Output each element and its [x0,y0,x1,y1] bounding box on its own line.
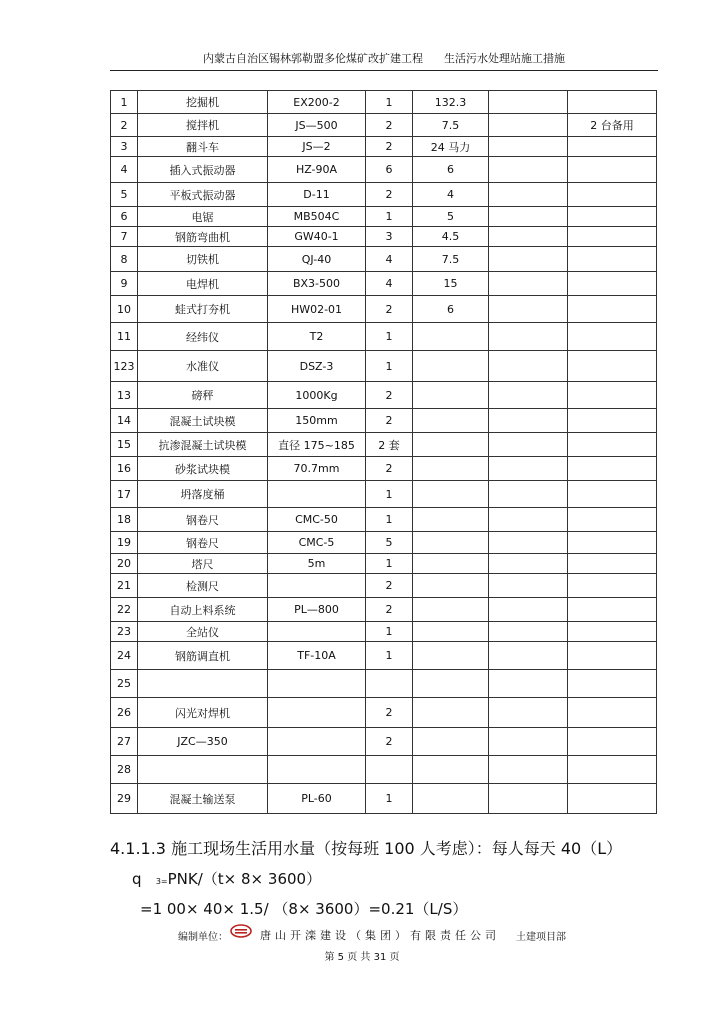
table-cell-c6 [489,247,568,272]
table-row [111,351,657,382]
table-cell-no: 24 [111,642,138,670]
table-row [111,323,657,351]
table-cell-no: 22 [111,598,138,622]
formula-lhs: q [132,870,142,888]
table-cell-qty: 2 [366,382,413,409]
table-cell-c6 [489,457,568,481]
table-cell-qty: 1 [366,91,413,114]
table-cell-name: 电焊机 [138,272,268,296]
table-cell-c6 [489,433,568,457]
table-cell-power [413,642,489,670]
table-row [111,114,657,137]
table-cell-model: BX3-500 [268,272,366,296]
table-cell-power: 24 马力 [413,137,489,157]
table-row [111,457,657,481]
table-cell-model: 1000Kg [268,382,366,409]
table-cell-power: 6 [413,157,489,183]
table-cell-note [568,351,657,382]
page-number: 第 5 页 共 31 页 [324,952,400,963]
table-cell-c6 [489,642,568,670]
table-cell-c6 [489,351,568,382]
table-row [111,137,657,157]
table-cell-model [268,728,366,756]
table-row [111,554,657,574]
table-cell-note [568,642,657,670]
table-cell-power [413,382,489,409]
table-cell-model [268,622,366,642]
table-cell-qty: 1 [366,508,413,532]
table-cell-qty: 2 [366,728,413,756]
table-cell-model: D-11 [268,183,366,207]
table-cell-model: TF-10A [268,642,366,670]
table-row [111,574,657,598]
table-cell-qty: 1 [366,622,413,642]
table-cell-no: 4 [111,157,138,183]
table-cell-model: 70.7mm [268,457,366,481]
header-project: 内蒙古自治区锡林郭勒盟多伦煤矿改扩建工程 [203,52,423,65]
table-cell-power [413,622,489,642]
header-divider [110,70,658,71]
table-cell-qty: 5 [366,532,413,554]
table-cell-model [268,481,366,508]
table-row [111,698,657,728]
table-row [111,272,657,296]
table-cell-power [413,481,489,508]
table-cell-no: 16 [111,457,138,481]
table-cell-note [568,272,657,296]
table-cell-qty: 1 [366,554,413,574]
table-cell-note [568,481,657,508]
table-cell-no: 6 [111,207,138,227]
table-cell-model: CMC-5 [268,532,366,554]
table-cell-note [568,554,657,574]
table-cell-power [413,574,489,598]
table-cell-name: 插入式振动器 [138,157,268,183]
table-cell-no: 23 [111,622,138,642]
table-cell-name: 水准仪 [138,351,268,382]
table-cell-no: 14 [111,409,138,433]
table-cell-power [413,756,489,784]
table-cell-no: 8 [111,247,138,272]
table-cell-model: GW40-1 [268,227,366,247]
table-cell-note [568,382,657,409]
table-cell-power: 5 [413,207,489,227]
table-cell-model [268,756,366,784]
table-cell-c6 [489,207,568,227]
table-cell-power [413,784,489,814]
table-cell-qty: 2 [366,296,413,323]
table-row [111,91,657,114]
table-cell-qty: 1 [366,207,413,227]
table-cell-name: 切铁机 [138,247,268,272]
table-cell-power [413,508,489,532]
table-cell-qty: 2 套 [366,433,413,457]
table-cell-note [568,433,657,457]
table-cell-name: 钢筋调直机 [138,642,268,670]
table-cell-power: 132.3 [413,91,489,114]
table-cell-power [413,670,489,698]
table-cell-qty: 1 [366,642,413,670]
table-row [111,382,657,409]
table-cell-c6 [489,157,568,183]
table-cell-name [138,670,268,698]
table-cell-name: 搅拌机 [138,114,268,137]
table-cell-power [413,351,489,382]
table-cell-no: 2 [111,114,138,137]
table-cell-power [413,532,489,554]
table-cell-model: JS—2 [268,137,366,157]
table-cell-note [568,784,657,814]
table-cell-c6 [489,622,568,642]
table-cell-no: 9 [111,272,138,296]
table-cell-power: 4.5 [413,227,489,247]
table-cell-note: 2 台备用 [568,114,657,137]
table-cell-c6 [489,323,568,351]
table-cell-qty: 1 [366,481,413,508]
table-cell-power: 6 [413,296,489,323]
table-cell-no: 19 [111,532,138,554]
table-cell-qty: 2 [366,698,413,728]
table-cell-note [568,91,657,114]
table-cell-c6 [489,574,568,598]
table-cell-power: 15 [413,272,489,296]
table-cell-note [568,622,657,642]
table-cell-power: 7.5 [413,247,489,272]
table-cell-qty: 2 [366,183,413,207]
table-cell-name: 电锯 [138,207,268,227]
table-cell-model: JS—500 [268,114,366,137]
table-row [111,227,657,247]
table-cell-model: PL—800 [268,598,366,622]
table-row [111,670,657,698]
table-cell-no: 10 [111,296,138,323]
table-cell-model: HW02-01 [268,296,366,323]
table-cell-no: 3 [111,137,138,157]
table-cell-qty: 1 [366,351,413,382]
table-cell-no: 15 [111,433,138,457]
table-cell-qty: 1 [366,784,413,814]
table-cell-name: 经纬仪 [138,323,268,351]
table-cell-name [138,756,268,784]
table-row [111,296,657,323]
table-cell-power [413,409,489,433]
table-cell-model: PL-60 [268,784,366,814]
table-cell-name: 抗渗混凝土试块模 [138,433,268,457]
table-cell-note [568,323,657,351]
table-cell-c6 [489,784,568,814]
table-cell-no: 21 [111,574,138,598]
formula-line-1 [132,868,321,889]
equipment-table [110,90,657,814]
table-cell-power [413,598,489,622]
table-row [111,756,657,784]
table-cell-qty: 2 [366,598,413,622]
table-cell-c6 [489,532,568,554]
table-row [111,433,657,457]
table-cell-c6 [489,670,568,698]
table-cell-no: 20 [111,554,138,574]
table-cell-name: 混凝土输送泵 [138,784,268,814]
table-row [111,642,657,670]
table-cell-no: 28 [111,756,138,784]
table-cell-qty: 4 [366,247,413,272]
table-cell-model: EX200-2 [268,91,366,114]
table-cell-name: 翻斗车 [138,137,268,157]
table-cell-model: DSZ-3 [268,351,366,382]
table-row [111,508,657,532]
table-cell-qty [366,670,413,698]
table-cell-c6 [489,598,568,622]
footer-dept: 土建项目部 [516,932,566,943]
table-cell-name: JZC—350 [138,728,268,756]
table-cell-qty: 2 [366,574,413,598]
table-cell-model: 150mm [268,409,366,433]
table-cell-model: QJ-40 [268,247,366,272]
table-cell-name: 蛙式打夯机 [138,296,268,323]
table-cell-model [268,698,366,728]
table-row [111,183,657,207]
table-cell-c6 [489,272,568,296]
formula-line-2: =1 00× 40× 1.5/ （8× 3600）=0.21（L/S） [140,900,468,918]
table-cell-no: 18 [111,508,138,532]
formula-rhs: PNK/（t× 8× 3600） [167,870,322,888]
table-cell-name: 挖掘机 [138,91,268,114]
table-cell-c6 [489,296,568,323]
table-cell-no: 123 [111,351,138,382]
table-row [111,247,657,272]
table-cell-model: T2 [268,323,366,351]
table-cell-name: 砂浆试块模 [138,457,268,481]
table-cell-no: 13 [111,382,138,409]
table-cell-note [568,457,657,481]
table-cell-power [413,433,489,457]
table-row [111,598,657,622]
table-cell-c6 [489,481,568,508]
table-cell-name: 坍落度桶 [138,481,268,508]
table-cell-c6 [489,554,568,574]
table-cell-note [568,698,657,728]
table-row [111,157,657,183]
table-cell-power [413,698,489,728]
footer-label: 编制单位： [178,932,228,943]
table-cell-note [568,756,657,784]
table-cell-note [568,574,657,598]
table-cell-model [268,574,366,598]
table-cell-name: 混凝土试块模 [138,409,268,433]
table-row [111,784,657,814]
footer-company: 唐山开滦建设（集团）有限责任公司 [260,929,500,942]
table-row [111,409,657,433]
table-cell-no: 7 [111,227,138,247]
table-cell-name: 平板式振动器 [138,183,268,207]
table-cell-note [568,137,657,157]
table-cell-power [413,323,489,351]
table-cell-note [568,157,657,183]
table-cell-name: 检测尺 [138,574,268,598]
table-cell-note [568,728,657,756]
table-cell-note [568,227,657,247]
table-cell-power: 4 [413,183,489,207]
table-cell-no: 25 [111,670,138,698]
table-cell-model [268,670,366,698]
table-cell-c6 [489,114,568,137]
table-cell-note [568,207,657,227]
table-cell-c6 [489,698,568,728]
table-cell-qty: 2 [366,457,413,481]
table-cell-qty: 2 [366,114,413,137]
table-cell-note [568,598,657,622]
table-cell-name: 闪光对焊机 [138,698,268,728]
table-cell-c6 [489,227,568,247]
section-heading: 4.1.1.3 施工现场生活用水量（按每班 100 人考虑）：每人每天 40（L） [110,839,623,858]
formula-sub: 3= [155,877,168,886]
table-row [111,481,657,508]
table-cell-c6 [489,756,568,784]
table-cell-c6 [489,137,568,157]
table-cell-c6 [489,91,568,114]
table-cell-no: 27 [111,728,138,756]
table-cell-note [568,670,657,698]
table-cell-power [413,728,489,756]
table-cell-name: 磅秤 [138,382,268,409]
table-cell-no: 17 [111,481,138,508]
table-cell-note [568,247,657,272]
table-cell-no: 11 [111,323,138,351]
table-cell-no: 5 [111,183,138,207]
table-row [111,207,657,227]
table-cell-name: 钢筋弯曲机 [138,227,268,247]
table-cell-qty: 6 [366,157,413,183]
table-cell-name: 钢卷尺 [138,508,268,532]
table-cell-name: 全站仪 [138,622,268,642]
table-cell-name: 钢卷尺 [138,532,268,554]
table-cell-no: 26 [111,698,138,728]
table-cell-model: 直径 175~185 [268,433,366,457]
table-cell-c6 [489,728,568,756]
table-cell-c6 [489,183,568,207]
table-cell-qty: 2 [366,409,413,433]
table-cell-qty: 4 [366,272,413,296]
table-cell-power [413,554,489,574]
table-row [111,532,657,554]
table-cell-no: 1 [111,91,138,114]
table-row [111,622,657,642]
table-cell-model: 5m [268,554,366,574]
table-cell-c6 [489,508,568,532]
table-cell-model: CMC-50 [268,508,366,532]
table-cell-note [568,296,657,323]
table-cell-power [413,457,489,481]
table-cell-qty: 2 [366,137,413,157]
table-cell-note [568,409,657,433]
table-cell-qty: 1 [366,323,413,351]
table-cell-c6 [489,409,568,433]
table-cell-power: 7.5 [413,114,489,137]
table-cell-model: HZ-90A [268,157,366,183]
table-cell-model: MB504C [268,207,366,227]
table-cell-c6 [489,382,568,409]
table-cell-note [568,183,657,207]
table-cell-note [568,508,657,532]
company-logo-icon [230,924,252,941]
table-cell-name: 自动上料系统 [138,598,268,622]
table-row [111,728,657,756]
table-cell-note [568,532,657,554]
header-section: 生活污水处理站施工措施 [444,52,565,65]
table-cell-name: 塔尺 [138,554,268,574]
table-cell-no: 29 [111,784,138,814]
table-cell-qty [366,756,413,784]
table-cell-qty: 3 [366,227,413,247]
